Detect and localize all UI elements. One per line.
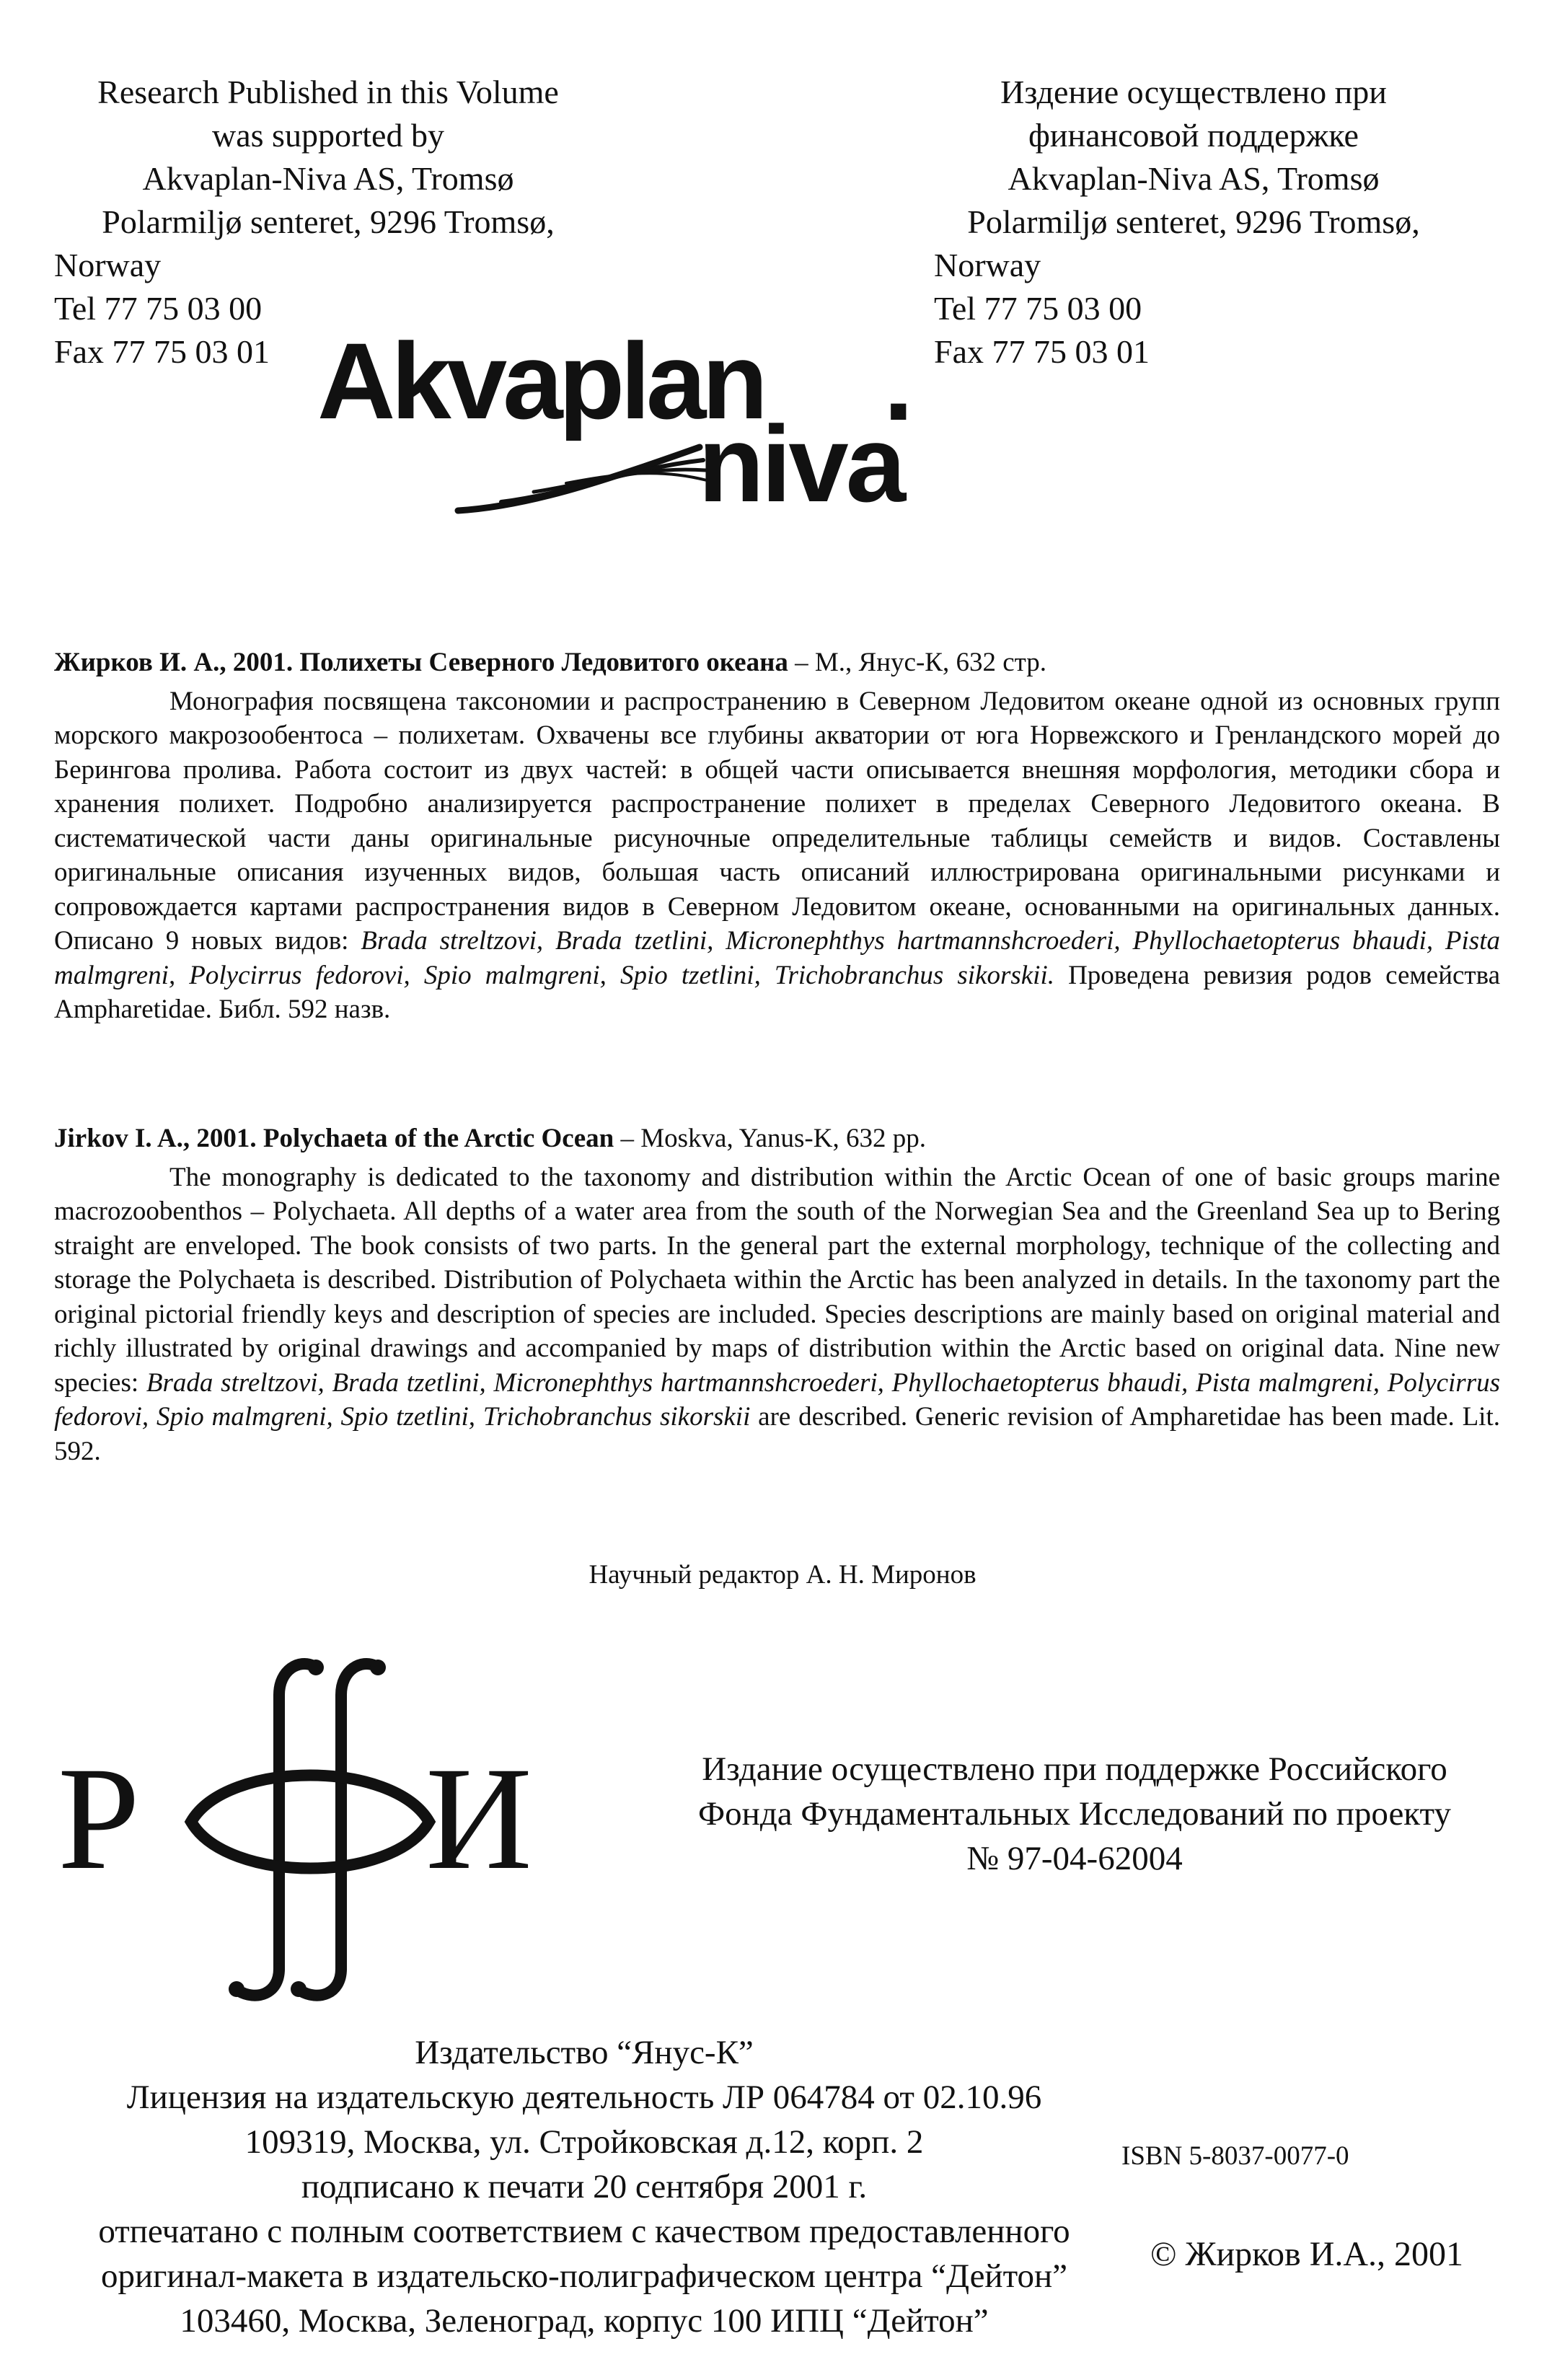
sponsor-en-line: Polarmiljø senteret, 9296 Tromsø, bbox=[102, 203, 555, 240]
imprint-block bbox=[0, 2030, 1168, 2343]
sponsor-ru-line: Polarmiljø senteret, 9296 Tromsø, bbox=[967, 203, 1420, 240]
citation-author: Жирков И. А., 2001. bbox=[54, 648, 294, 677]
citation-en bbox=[54, 1121, 1500, 1156]
rffi-project-number: № 97-04-62004 bbox=[966, 1840, 1183, 1877]
abstract-en bbox=[54, 1121, 1500, 1468]
isbn: ISBN 5-8037-0077-0 bbox=[1121, 2141, 1349, 2171]
logo-text-bottom: niva bbox=[698, 403, 904, 524]
rffi-line: Издание осуществлено при поддержке Российского bbox=[702, 1750, 1447, 1788]
sponsor-en-fax: Fax 77 75 03 01 bbox=[54, 333, 270, 370]
sponsor-ru-tel: Tel 77 75 03 00 bbox=[934, 290, 1142, 327]
species-list: Brada streltzovi, Brada tzetlini, Micronephthys hartmannshcroederi, Phyllochaetopterus bhaudi, Pista malmgreni, Polycirrus fedorovi, Spio malmgreni, Spio tzetlini, Trichobranchus sikorskii bbox=[54, 1367, 1500, 1432]
imprint-printed: отпечатано с полным соответствием с качеством предоставленного bbox=[98, 2213, 1070, 2250]
sponsor-ru-line: финансовой поддержке bbox=[1028, 117, 1359, 154]
sponsor-en-line: was supported by bbox=[212, 117, 444, 154]
abstract-text: Монография посвящена таксономии и распространению в Северном Ледовитом океане одной из основных групп морского макрозообентоса – полихетам. Охвачены все глубины акватории от юга Норвежского и Гренландского морей до Берингова пролива. Работа состоит из двух частей: в общей части описывается внешняя морфология, методики сбора и хранения полихет. Подробно анализируется распространение полихет в пределах Северного Ледовитого океана. В систематической части даны оригинальные рисуночные определительные таблицы семейств и видов. Составлены оригинальные описания изученных видов, большая часть описаний иллюстрирована оригинальными рисунками и сопровождается картами распространения видов в Северном Ледовитом океане, основанными на оригинальных данных. Описано 9 новых видов: bbox=[54, 686, 1500, 956]
wave-icon bbox=[458, 447, 707, 511]
citation-publisher: – М., Янус-К, 632 стр. bbox=[788, 648, 1046, 677]
sponsor-ru-fax: Fax 77 75 03 01 bbox=[934, 333, 1150, 370]
sponsor-block-en bbox=[54, 71, 602, 374]
scientific-editor: Научный редактор А. Н. Миронов bbox=[588, 1560, 977, 1590]
sponsor-en-tel: Tel 77 75 03 00 bbox=[54, 290, 263, 327]
rffi-logo bbox=[58, 1652, 534, 2005]
imprint-address: 109319, Москва, ул. Стройковская д.12, корп. 2 bbox=[244, 2123, 924, 2161]
rffi-letter-i: И bbox=[426, 1737, 533, 1900]
abstract-ru bbox=[54, 645, 1500, 1027]
sponsor-en-line: Research Published in this Volume bbox=[97, 74, 559, 110]
rffi-double-f-icon bbox=[191, 1664, 429, 1996]
citation-author: Jirkov I. A., 2001. bbox=[54, 1124, 257, 1153]
sponsor-ru-line: Norway bbox=[934, 247, 1041, 283]
rffi-line: Фонда Фундаментальных Исследований по проекту bbox=[698, 1795, 1451, 1833]
abstract-text: The monography is dedicated to the taxonomy and distribution within the Arctic Ocean of one of basic groups marine macrozoobenthos – Polychaeta. All depths of a water area from the south of the Norwegian Sea and the Greenland Sea up to Bering straight are enveloped. The book consists of two parts. In the general part the external morphology, technique of the collecting and storage the Polychaeta is described. Distribution of Polychaeta within the Arctic has been analyzed in details. In the taxonomy part the original pictorial friendly keys and description of species are included. Species descriptions are mainly based on original material and richly illustrated by original drawings and accompanied by maps of distribution within the Arctic based on original data. Nine new species: bbox=[54, 1162, 1500, 1398]
citation-ru bbox=[54, 645, 1500, 680]
logo-text-top: Akvaplan bbox=[317, 339, 764, 441]
akvaplan-niva-logo bbox=[310, 339, 1002, 534]
rffi-support-note bbox=[642, 1747, 1507, 1881]
citation-title: Polychaeta of the Arctic Ocean bbox=[263, 1124, 614, 1153]
abstract-paragraph bbox=[54, 684, 1500, 1027]
abstract-text: Проведена ревизия родов семейства Ampharetidae. Библ. 592 назв. bbox=[54, 960, 1500, 1024]
imprint-printer-address: 103460, Москва, Зеленоград, корпус 100 ИПЦ “Дейтон” bbox=[180, 2302, 989, 2340]
imprint-license: Лицензия на издательскую деятельность ЛР 064784 от 02.10.96 bbox=[126, 2079, 1042, 2116]
sponsor-block-ru bbox=[934, 71, 1453, 374]
rffi-letter-r: Р bbox=[58, 1737, 141, 1900]
sponsor-ru-line: Издение осуществлено при bbox=[1000, 74, 1387, 110]
imprint-publisher: Издательство “Янус-К” bbox=[415, 2034, 754, 2071]
abstract-text: are described. Generic revision of Ampharetidae has been made. Lit. 592. bbox=[54, 1402, 1500, 1466]
copyright: © Жирков И.А., 2001 bbox=[1150, 2235, 1464, 2273]
citation-title: Полихеты Северного Ледовитого океана bbox=[299, 648, 788, 677]
sponsor-ru-line: Akvaplan-Niva AS, Tromsø bbox=[1008, 160, 1380, 197]
abstract-paragraph bbox=[54, 1160, 1500, 1469]
logo-dot: . bbox=[883, 339, 914, 443]
citation-publisher: – Moskva, Yanus-K, 632 pp. bbox=[614, 1124, 926, 1153]
imprint-printed: оригинал-макета в издательско-полиграфическом центра “Дейтон” bbox=[100, 2257, 1068, 2295]
imprint-signed: подписано к печати 20 сентября 2001 г. bbox=[301, 2168, 868, 2205]
sponsor-en-line: Akvaplan-Niva AS, Tromsø bbox=[142, 160, 514, 197]
species-list: Brada streltzovi, Brada tzetlini, Micronephthys hartmannshcroederi, Phyllochaetopterus bhaudi, Pista malmgreni, Polycirrus fedorovi, Spio malmgreni, Spio tzetlini, Trichobranchus sikorskii. bbox=[54, 926, 1500, 990]
sponsor-en-line: Norway bbox=[54, 247, 162, 283]
